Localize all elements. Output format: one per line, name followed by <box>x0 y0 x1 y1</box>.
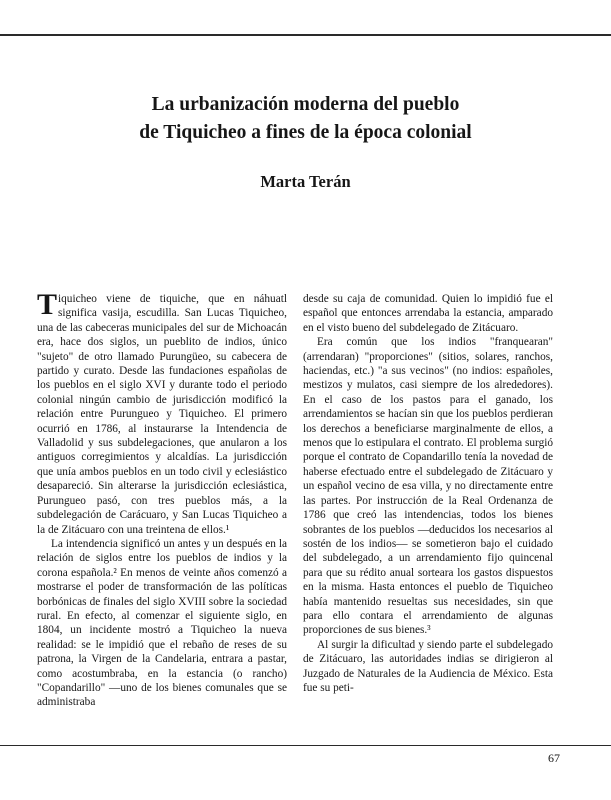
page-number: 67 <box>548 751 560 765</box>
left-column <box>37 288 287 710</box>
paragraph-2: La intendencia significó un antes y un después en la relación de siglos entre los pueblos de indios y la corona española.² En menos de veinte años comenzó a mostrarse el poder de transformación de las políticas borbónicas de finales del siglo XVIII sobre la sociedad rural. En efecto, al comenzar el siguiente siglo, en 1804, un incidente mostró a Tiquicheo la nueva realidad: se le impidió que el rebaño de reses de su patrona, la Virgen de la Candelaria, entrara a pastar, como acostumbraba, en la estancia (o rancho) "Copandarillo" —uno de los bienes comunales que se administraba <box>37 537 287 709</box>
paragraph-3: Era común que los indios "franquearan" (arrendaran) "proporciones" (sitios, solares, ranchos, haciendas, etc.) "a sus vecinos" (no indios: españoles, mestizos y mulatos, casi siempre de los alrededores). En el caso de los pastos para el ganado, los arrendamientos se hacían sin que los pueblos perdieran los derechos a beneficiarse marginalmente de ellos, a menos que lo estipulara el contrato. El problema surgió porque el contrato de Copandarillo tenía la novedad de haberse efectuado entre el subdelegado de Zitácuaro y un español vecino de esa villa, y no directamente entre las partes. Por instrucción de la Real Ordenanza de 1786 que creó las intendencias, todos los bienes sobrantes de los pueblos —deducidos los necesarios al sostén de los indios— se sometieron bajo el cuidado del subdelegado, a un arrendamiento fijo quincenal para que su rédito anual sorteara los gastos dispuestos en la misma. Hasta entonces el pueblo de Tiquicheo había mantenido resueltas sus necesidades, sin que para ello contara el arrendamiento de algunas proporciones de sus bienes.³ <box>303 336 553 637</box>
paragraph-4: Al surgir la dificultad y siendo parte el subdelegado de Zitácuaro, las autoridades indias se dirigieron al Juzgado de Naturales de la Audiencia de México. Esta fue su peti- <box>303 638 553 694</box>
paragraph-2-continued: desde su caja de comunidad. Quien lo impidió fue el español que entonces arrendaba la estancia, amparado en el visto bueno del subdelegado de Zitácuaro. <box>303 293 553 334</box>
article-title <box>40 91 571 147</box>
title-line-2: de Tiquicheo a fines de la época colonial <box>139 122 472 143</box>
paragraph-1-text: iquicheo viene de tiquiche, que en náhuatl significa vasija, escudilla. San Lucas Tiquicheo, una de las cabeceras municipales del sur de Michoacán era, hace dos siglos, un pueblito de indios, único "sujeto" de otro llamado Purungüeo, su cabecera de partido y curato. Desde las fundaciones españolas de los pueblos en el siglo XVI y durante todo el periodo colonial ningún cambio de jurisdicción modificó la relación entre Purungueo y Tiquicheo. El primero ocurrió en 1786, al instaurarse la Intendencia de Valladolid y sus subdelegaciones, que anularon a los antiguos corregimientos y alcaldías. La jurisdicción que unía ambos pueblos en un todo civil y eclesiástico desapareció. Sin alterarse la jurisdicción eclesiástica, Purungueo pasó, con tres pueblos más, a la subdelegación de Carácuaro, y San Lucas Tiquicheo a la de Zitácuaro con una treintena de ellos.¹ <box>37 293 287 536</box>
paragraph-1 <box>37 288 287 537</box>
author-name: Marta Terán <box>260 172 351 191</box>
bottom-rule <box>0 745 611 746</box>
right-column <box>303 292 553 695</box>
top-rule <box>0 34 611 36</box>
title-line-1: La urbanización moderna del pueblo <box>151 94 460 115</box>
drop-cap: T <box>37 288 58 321</box>
